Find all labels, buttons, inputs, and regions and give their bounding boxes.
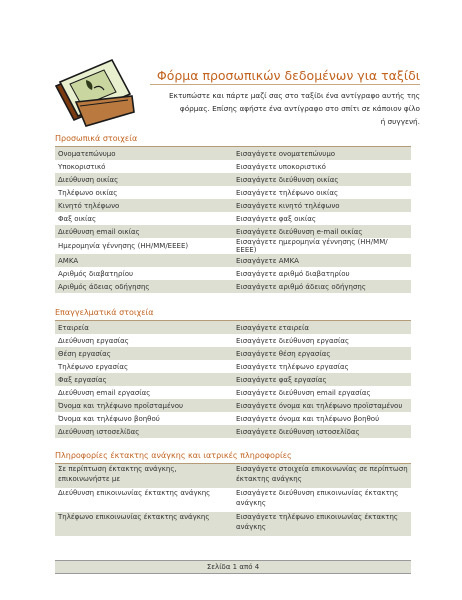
field-value[interactable]: Εισαγάγετε διεύθυνση οικίας xyxy=(233,173,411,186)
intro-line: Εκτυπώστε και πάρτε μαζί σας στο ταξίδι ένα αντίγραφο αυτής της xyxy=(169,91,420,100)
section-title: Προσωπικά στοιχεία xyxy=(55,132,411,147)
field-value[interactable]: Εισαγάγετε εταιρεία xyxy=(233,321,411,334)
field-label: Διεύθυνση εργασίας xyxy=(55,334,233,347)
field-label: Τηλέφωνο εργασίας xyxy=(55,360,233,373)
field-label: Αριθμός διαβατηρίου xyxy=(55,267,233,280)
field-value[interactable]: Εισαγάγετε κινητό τηλέφωνο xyxy=(233,199,411,212)
personal-table xyxy=(55,147,411,293)
table-row xyxy=(55,425,411,438)
field-label: Φαξ εργασίας xyxy=(55,373,233,386)
table-row xyxy=(55,386,411,399)
field-value[interactable]: Εισαγάγετε φαξ οικίας xyxy=(233,212,411,225)
personal-section xyxy=(55,132,411,293)
table-row xyxy=(55,186,411,199)
field-label: Αριθμός άδειας οδήγησης xyxy=(55,280,233,293)
field-value[interactable]: Εισαγάγετε όνομα και τηλέφωνο βοηθού xyxy=(233,412,411,425)
table-row xyxy=(55,280,411,293)
field-label: Ονοματεπώνυμο xyxy=(55,147,233,160)
field-label: Διεύθυνση επικοινωνίας έκτακτης ανάγκης xyxy=(55,488,233,512)
table-row xyxy=(55,334,411,347)
intro-line: φόρμας. Επίσης αφήστε ένα αντίγραφο στο σπίτι σε κάποιον φίλο xyxy=(179,104,420,113)
field-label: ΑΜΚΑ xyxy=(55,254,233,267)
money-wallet-icon xyxy=(46,58,142,130)
field-value[interactable]: Εισαγάγετε τηλέφωνο εργασίας xyxy=(233,360,411,373)
field-label: Υποκοριστικό xyxy=(55,160,233,173)
table-row xyxy=(55,399,411,412)
table-row xyxy=(55,173,411,186)
field-label: Θέση εργασίας xyxy=(55,347,233,360)
field-value[interactable]: Εισαγάγετε διεύθυνση e-mail οικίας xyxy=(233,225,411,238)
field-label: Όνομα και τηλέφωνο βοηθού xyxy=(55,412,233,425)
work-table xyxy=(55,321,411,438)
table-row xyxy=(55,267,411,280)
table-row xyxy=(55,160,411,173)
field-value[interactable]: Εισαγάγετε θέση εργασίας xyxy=(233,347,411,360)
table-row xyxy=(55,254,411,267)
table-row xyxy=(55,199,411,212)
field-label: Όνομα και τηλέφωνο προϊσταμένου xyxy=(55,399,233,412)
field-label: Τηλέφωνο οικίας xyxy=(55,186,233,199)
field-label: Διεύθυνση ιστοσελίδας xyxy=(55,425,233,438)
intro-line: ή συγγενή. xyxy=(380,117,420,126)
field-label: Διεύθυνση email οικίας xyxy=(55,225,233,238)
table-row xyxy=(55,238,411,254)
field-label: Τηλέφωνο επικοινωνίας έκτακτης ανάγκης xyxy=(55,512,233,536)
table-row xyxy=(55,212,411,225)
table-row xyxy=(55,412,411,425)
field-value[interactable]: Εισαγάγετε στοιχεία επικοινωνίας σε περίπτωση έκτακτης ανάγκης xyxy=(233,464,411,488)
field-value[interactable]: Εισαγάγετε αριθμό άδειας οδήγησης xyxy=(233,280,411,293)
work-section xyxy=(55,306,411,438)
page-title: Φόρμα προσωπικών δεδομένων για ταξίδι xyxy=(156,68,420,83)
field-value[interactable]: Εισαγάγετε τηλέφωνο επικοινωνίας έκτακτης ανάγκης xyxy=(233,512,411,536)
emergency-table xyxy=(55,464,411,536)
table-row xyxy=(55,488,411,512)
field-value[interactable]: Εισαγάγετε ημερομηνία γέννησης (ΗΗ/ΜΜ/ΕΕΕΕ) xyxy=(233,238,411,254)
field-value[interactable]: Εισαγάγετε όνομα και τηλέφωνο προϊσταμένου xyxy=(233,399,411,412)
field-label: Φαξ οικίας xyxy=(55,212,233,225)
field-value[interactable]: Εισαγάγετε αριθμό διαβατηρίου xyxy=(233,267,411,280)
field-label: Ημερομηνία γέννησης (ΗΗ/ΜΜ/ΕΕΕΕ) xyxy=(55,238,233,254)
field-value[interactable]: Εισαγάγετε διεύθυνση email εργασίας xyxy=(233,386,411,399)
table-row xyxy=(55,512,411,536)
field-label: Σε περίπτωση έκτακτης ανάγκης, επικοινωνήστε με xyxy=(55,464,233,488)
table-row xyxy=(55,347,411,360)
table-row xyxy=(55,225,411,238)
table-row xyxy=(55,373,411,386)
title-divider xyxy=(150,84,420,85)
table-row xyxy=(55,147,411,160)
field-value[interactable]: Εισαγάγετε διεύθυνση ιστοσελίδας xyxy=(233,425,411,438)
page-footer: Σελίδα 1 από 4 xyxy=(55,560,411,574)
section-title: Πληροφορίες έκτακτης ανάγκης και ιατρικές πληροφορίες xyxy=(55,449,411,464)
field-label: Κινητό τηλέφωνο xyxy=(55,199,233,212)
field-value[interactable]: Εισαγάγετε φαξ εργασίας xyxy=(233,373,411,386)
field-label: Διεύθυνση email εργασίας xyxy=(55,386,233,399)
table-row xyxy=(55,360,411,373)
field-value[interactable]: Εισαγάγετε διεύθυνση επικοινωνίας έκτακτης ανάγκης xyxy=(233,488,411,512)
emergency-section xyxy=(55,449,411,536)
field-value[interactable]: Εισαγάγετε ονοματεπώνυμο xyxy=(233,147,411,160)
field-value[interactable]: Εισαγάγετε διεύθυνση εργασίας xyxy=(233,334,411,347)
table-row xyxy=(55,321,411,334)
table-row xyxy=(55,464,411,488)
field-value[interactable]: Εισαγάγετε υποκοριστικό xyxy=(233,160,411,173)
field-label: Διεύθυνση οικίας xyxy=(55,173,233,186)
section-title: Επαγγελματικά στοιχεία xyxy=(55,306,411,321)
field-value[interactable]: Εισαγάγετε τηλέφωνο οικίας xyxy=(233,186,411,199)
intro-text xyxy=(150,89,420,128)
field-label: Εταιρεία xyxy=(55,321,233,334)
field-value[interactable]: Εισαγάγετε ΑΜΚΑ xyxy=(233,254,411,267)
